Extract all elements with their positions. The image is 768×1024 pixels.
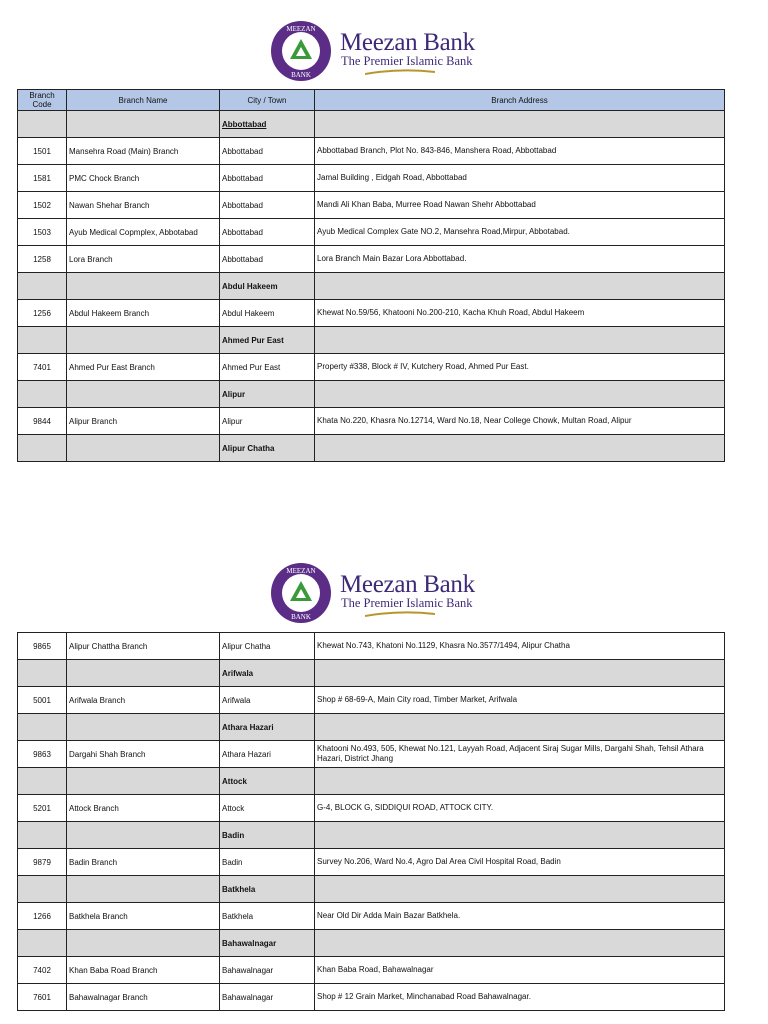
branch-name-cell <box>67 741 220 768</box>
swoosh-icon <box>365 69 435 75</box>
branch-address-cell <box>315 246 725 273</box>
city-town-cell <box>220 219 315 246</box>
branch-name-cell <box>67 660 220 687</box>
branch-code-cell <box>18 714 67 741</box>
city-town-cell <box>220 192 315 219</box>
branch-address-cell <box>315 381 725 408</box>
city-town-cell-text: Attock <box>222 776 247 786</box>
branch-code-cell <box>18 903 67 930</box>
branch-address-cell-text: Shop # 12 Grain Market, Minchanabad Road Bahawalnagar. <box>317 992 531 1001</box>
branch-name-cell-text: Mansehra Road (Main) Branch <box>69 146 179 156</box>
branch-name-cell <box>67 300 220 327</box>
city-town-cell <box>220 984 315 1011</box>
header-city-town: City / Town <box>220 90 315 111</box>
branch-address-cell <box>315 165 725 192</box>
city-town-cell <box>220 768 315 795</box>
city-town-cell <box>220 381 315 408</box>
branch-address-cell-text: Khan Baba Road, Bahawalnagar <box>317 965 434 974</box>
branch-code-cell <box>18 687 67 714</box>
meezan-bank-logo <box>270 20 485 82</box>
city-town-cell <box>220 300 315 327</box>
table-row <box>18 408 725 435</box>
header-branch-name: Branch Name <box>67 90 220 111</box>
branch-code-cell <box>18 795 67 822</box>
swoosh-icon <box>365 611 435 617</box>
city-town-cell <box>220 660 315 687</box>
branch-code-cell <box>18 192 67 219</box>
city-town-cell-text: Abbottabad <box>222 227 263 237</box>
branch-code-cell <box>18 849 67 876</box>
table-row <box>18 687 725 714</box>
city-town-cell-text: Abbottabad <box>222 200 263 210</box>
branch-address-cell-text: Ayub Medical Complex Gate NO.2, Mansehra Road,Mirpur, Abbotabad. <box>317 227 570 236</box>
city-town-cell <box>220 957 315 984</box>
branch-address-cell <box>315 687 725 714</box>
city-town-cell <box>220 687 315 714</box>
table-row <box>18 300 725 327</box>
city-town-cell-text: Bahawalnagar <box>222 992 274 1002</box>
branch-address-cell <box>315 957 725 984</box>
city-town-cell <box>220 111 315 138</box>
city-town-cell <box>220 435 315 462</box>
branch-name-cell <box>67 957 220 984</box>
city-group-row <box>18 714 725 741</box>
city-town-cell-text: Arifwala <box>222 668 254 678</box>
branch-name-cell-text: Khan Baba Road Branch <box>69 965 158 975</box>
emblem-top-text: MEEZAN <box>286 567 316 575</box>
table-header-row <box>18 90 725 111</box>
city-town-cell-text: Abbottabad <box>222 173 263 183</box>
branch-address-cell <box>315 219 725 246</box>
branch-code-cell <box>18 930 67 957</box>
branch-code-cell <box>18 876 67 903</box>
branch-code-cell-text: 1266 <box>33 911 51 921</box>
city-town-cell-text: Alipur Chatha <box>222 641 271 651</box>
branch-address-cell-text: Shop # 68-69-A, Main City road, Timber Market, Arifwala <box>317 695 518 704</box>
branch-table-1 <box>17 89 725 462</box>
branch-code-cell <box>18 381 67 408</box>
branch-address-cell <box>315 138 725 165</box>
branch-code-cell <box>18 435 67 462</box>
table-row <box>18 984 725 1011</box>
branch-name-cell-text: Dargahi Shah Branch <box>69 749 146 759</box>
city-town-cell <box>220 138 315 165</box>
table-row <box>18 165 725 192</box>
branch-name-cell <box>67 768 220 795</box>
city-town-cell-text: Abbottabad <box>222 146 263 156</box>
branch-name-cell <box>67 633 220 660</box>
branch-name-cell-text: Bahawalnagar Branch <box>69 992 148 1002</box>
branch-code-cell-text: 9844 <box>33 416 51 426</box>
city-town-cell <box>220 633 315 660</box>
city-town-cell <box>220 849 315 876</box>
branch-name-cell-text: Ahmed Pur East Branch <box>69 362 155 372</box>
branch-code-cell <box>18 138 67 165</box>
branch-address-cell <box>315 408 725 435</box>
city-town-cell <box>220 354 315 381</box>
branch-name-cell <box>67 822 220 849</box>
table-row <box>18 957 725 984</box>
branch-table-1-body <box>18 111 725 462</box>
branch-code-cell <box>18 165 67 192</box>
branch-address-cell-text: Khewat No.743, Khatoni No.1129, Khasra No.3577/1494, Alipur Chatha <box>317 641 570 650</box>
branch-name-cell <box>67 111 220 138</box>
city-town-cell <box>220 741 315 768</box>
branch-name-cell <box>67 219 220 246</box>
city-group-row <box>18 327 725 354</box>
branch-address-cell-text: Khata No.220, Khasra No.12714, Ward No.18, Near College Chowk, Multan Road, Alipur <box>317 416 632 425</box>
branch-address-cell <box>315 327 725 354</box>
city-town-cell <box>220 408 315 435</box>
branch-name-cell <box>67 714 220 741</box>
city-group-row <box>18 660 725 687</box>
branch-address-cell <box>315 984 725 1011</box>
table-row <box>18 903 725 930</box>
city-group-row <box>18 768 725 795</box>
branch-name-cell <box>67 138 220 165</box>
branch-code-cell <box>18 327 67 354</box>
branch-code-cell-text: 9865 <box>33 641 51 651</box>
branch-table-2-body <box>18 633 725 1011</box>
branch-name-cell <box>67 435 220 462</box>
branch-name-cell-text: Lora Branch <box>69 254 113 264</box>
city-town-cell-text: Abdul Hakeem <box>222 308 275 318</box>
branch-address-cell-text: Abbottabad Branch, Plot No. 843-846, Manshera Road, Abbottabad <box>317 146 557 155</box>
branch-code-cell <box>18 768 67 795</box>
branch-name-cell <box>67 165 220 192</box>
branch-code-cell-text: 1258 <box>33 254 51 264</box>
city-town-cell-text: Badin <box>222 830 245 840</box>
city-town-cell <box>220 327 315 354</box>
branch-code-cell <box>18 219 67 246</box>
branch-address-cell <box>315 903 725 930</box>
city-town-cell-text: Arifwala <box>222 695 251 705</box>
city-town-cell-text: Badin <box>222 857 243 867</box>
branch-code-cell <box>18 408 67 435</box>
branch-code-cell <box>18 273 67 300</box>
brand-tagline: The Premier Islamic Bank <box>341 596 473 610</box>
city-group-row <box>18 381 725 408</box>
city-town-cell-text: Batkhela <box>222 911 254 921</box>
table-row <box>18 633 725 660</box>
city-town-cell-text: Athara Hazari <box>222 749 271 759</box>
branch-code-cell <box>18 957 67 984</box>
table-row <box>18 138 725 165</box>
branch-code-cell-text: 9879 <box>33 857 51 867</box>
branch-table-2 <box>17 632 725 1011</box>
table-row <box>18 849 725 876</box>
city-town-cell-text: Athara Hazari <box>222 722 274 732</box>
branch-code-cell <box>18 246 67 273</box>
branch-address-cell <box>315 435 725 462</box>
branch-name-cell <box>67 246 220 273</box>
header-branch-address: Branch Address <box>315 90 725 111</box>
branch-address-cell-text: Jamal Building , Eidgah Road, Abbottabad <box>317 173 467 182</box>
brand-tagline: The Premier Islamic Bank <box>341 54 473 68</box>
branch-address-cell-text: Mandi Ali Khan Baba, Murree Road Nawan Shehr Abbottabad <box>317 200 536 209</box>
table-row <box>18 741 725 768</box>
city-town-cell-text: Abbottabad <box>222 119 267 129</box>
branch-name-cell <box>67 408 220 435</box>
branch-code-cell <box>18 984 67 1011</box>
branch-name-cell-text: Attock Branch <box>69 803 119 813</box>
meezan-emblem-icon <box>270 20 332 82</box>
city-group-row <box>18 111 725 138</box>
city-town-cell-text: Alipur <box>222 389 246 399</box>
branch-address-cell-text: G-4, BLOCK G, SIDDIQUI ROAD, ATTOCK CITY. <box>317 803 494 812</box>
branch-name-cell <box>67 930 220 957</box>
table-row <box>18 246 725 273</box>
table-row <box>18 192 725 219</box>
branch-name-cell <box>67 273 220 300</box>
branch-name-cell-text: Abdul Hakeem Branch <box>69 308 150 318</box>
branch-code-cell-text: 1502 <box>33 200 51 210</box>
branch-name-cell <box>67 903 220 930</box>
table-row <box>18 795 725 822</box>
meezan-emblem-icon <box>270 562 332 624</box>
branch-code-cell <box>18 354 67 381</box>
city-town-cell-text: Ahmed Pur East <box>222 362 281 372</box>
branch-code-cell <box>18 300 67 327</box>
city-town-cell <box>220 903 315 930</box>
branch-name-cell-text: Batkhela Branch <box>69 911 128 921</box>
branch-address-cell-text: Near Old Dir Adda Main Bazar Batkhela. <box>317 911 461 920</box>
branch-address-cell-text: Khewat No.59/56, Khatooni No.200-210, Kacha Khuh Road, Abdul Hakeem <box>317 308 585 317</box>
branch-name-cell-text: PMC Chock Branch <box>69 173 140 183</box>
branch-address-cell <box>315 849 725 876</box>
city-town-cell <box>220 714 315 741</box>
branch-address-cell <box>315 111 725 138</box>
branch-name-cell <box>67 354 220 381</box>
city-town-cell-text: Batkhela <box>222 884 256 894</box>
branch-address-cell <box>315 714 725 741</box>
city-town-cell <box>220 165 315 192</box>
branch-address-cell <box>315 354 725 381</box>
emblem-top-text: MEEZAN <box>286 25 316 33</box>
branch-name-cell <box>67 795 220 822</box>
branch-code-cell <box>18 741 67 768</box>
branch-name-cell <box>67 687 220 714</box>
branch-address-cell <box>315 660 725 687</box>
city-town-cell-text: Attock <box>222 803 245 813</box>
branch-name-cell <box>67 327 220 354</box>
branch-code-cell-text: 7402 <box>33 965 51 975</box>
branch-code-cell-text: 1501 <box>33 146 51 156</box>
branch-name-cell <box>67 849 220 876</box>
city-group-row <box>18 435 725 462</box>
branch-code-cell-text: 5001 <box>33 695 51 705</box>
city-town-cell <box>220 795 315 822</box>
branch-code-cell-text: 1503 <box>33 227 51 237</box>
branch-address-cell <box>315 300 725 327</box>
brand-name: Meezan Bank <box>340 571 475 598</box>
city-town-cell-text: Alipur <box>222 416 243 426</box>
branch-code-cell-text: 9863 <box>33 749 51 759</box>
branch-code-cell <box>18 822 67 849</box>
meezan-bank-logo <box>270 562 485 624</box>
city-town-cell <box>220 930 315 957</box>
city-town-cell <box>220 246 315 273</box>
city-town-cell <box>220 273 315 300</box>
branch-address-cell <box>315 741 725 768</box>
branch-code-cell <box>18 633 67 660</box>
branch-name-cell-text: Ayub Medical Copmplex, Abbotabad <box>69 227 198 237</box>
emblem-bottom-text: BANK <box>291 613 311 621</box>
branch-name-cell <box>67 984 220 1011</box>
city-town-cell <box>220 876 315 903</box>
city-town-cell-text: Alipur Chatha <box>222 443 275 453</box>
branch-code-cell-text: 7601 <box>33 992 51 1002</box>
branch-code-cell-text: 1581 <box>33 173 51 183</box>
table-row <box>18 354 725 381</box>
branch-code-cell-text: 1256 <box>33 308 51 318</box>
city-group-row <box>18 273 725 300</box>
branch-name-cell <box>67 876 220 903</box>
branch-code-cell-text: 7401 <box>33 362 51 372</box>
branch-address-cell <box>315 876 725 903</box>
branch-name-cell-text: Alipur Chattha Branch <box>69 641 148 651</box>
branch-address-cell <box>315 822 725 849</box>
table-row <box>18 219 725 246</box>
branch-address-cell <box>315 795 725 822</box>
branch-code-cell <box>18 660 67 687</box>
branch-name-cell-text: Nawan Shehar Branch <box>69 200 150 210</box>
city-town-cell-text: Abdul Hakeem <box>222 281 278 291</box>
branch-address-cell <box>315 633 725 660</box>
branch-address-cell <box>315 273 725 300</box>
city-town-cell <box>220 822 315 849</box>
city-group-row <box>18 822 725 849</box>
branch-code-cell <box>18 111 67 138</box>
brand-name: Meezan Bank <box>340 29 475 56</box>
branch-address-cell-text: Lora Branch Main Bazar Lora Abbottabad. <box>317 254 467 263</box>
emblem-bottom-text: BANK <box>291 71 311 79</box>
branch-name-cell-text: Arifwala Branch <box>69 695 126 705</box>
branch-address-cell <box>315 192 725 219</box>
branch-address-cell-text: Khatooni No.493, 505, Khewat No.121, Layyah Road, Adjacent Siraj Sugar Mills, Dargahi Shah, Tehsil Athara Hazari, District Jhang <box>317 744 704 763</box>
city-town-cell-text: Bahawalnagar <box>222 965 274 975</box>
header-branch-code: Branch Code <box>18 90 67 111</box>
city-town-cell-text: Ahmed Pur East <box>222 335 284 345</box>
city-group-row <box>18 930 725 957</box>
branch-name-cell <box>67 381 220 408</box>
branch-code-cell-text: 5201 <box>33 803 51 813</box>
city-group-row <box>18 876 725 903</box>
branch-name-cell <box>67 192 220 219</box>
branch-address-cell-text: Property #338, Block # IV, Kutchery Road, Ahmed Pur East. <box>317 362 529 371</box>
city-town-cell-text: Bahawalnagar <box>222 938 277 948</box>
branch-address-cell-text: Survey No.206, Ward No.4, Agro Dal Area Civil Hospital Road, Badin <box>317 857 561 866</box>
branch-name-cell-text: Badin Branch <box>69 857 118 867</box>
branch-name-cell-text: Alipur Branch <box>69 416 118 426</box>
city-town-cell-text: Abbottabad <box>222 254 263 264</box>
branch-address-cell <box>315 768 725 795</box>
branch-address-cell <box>315 930 725 957</box>
